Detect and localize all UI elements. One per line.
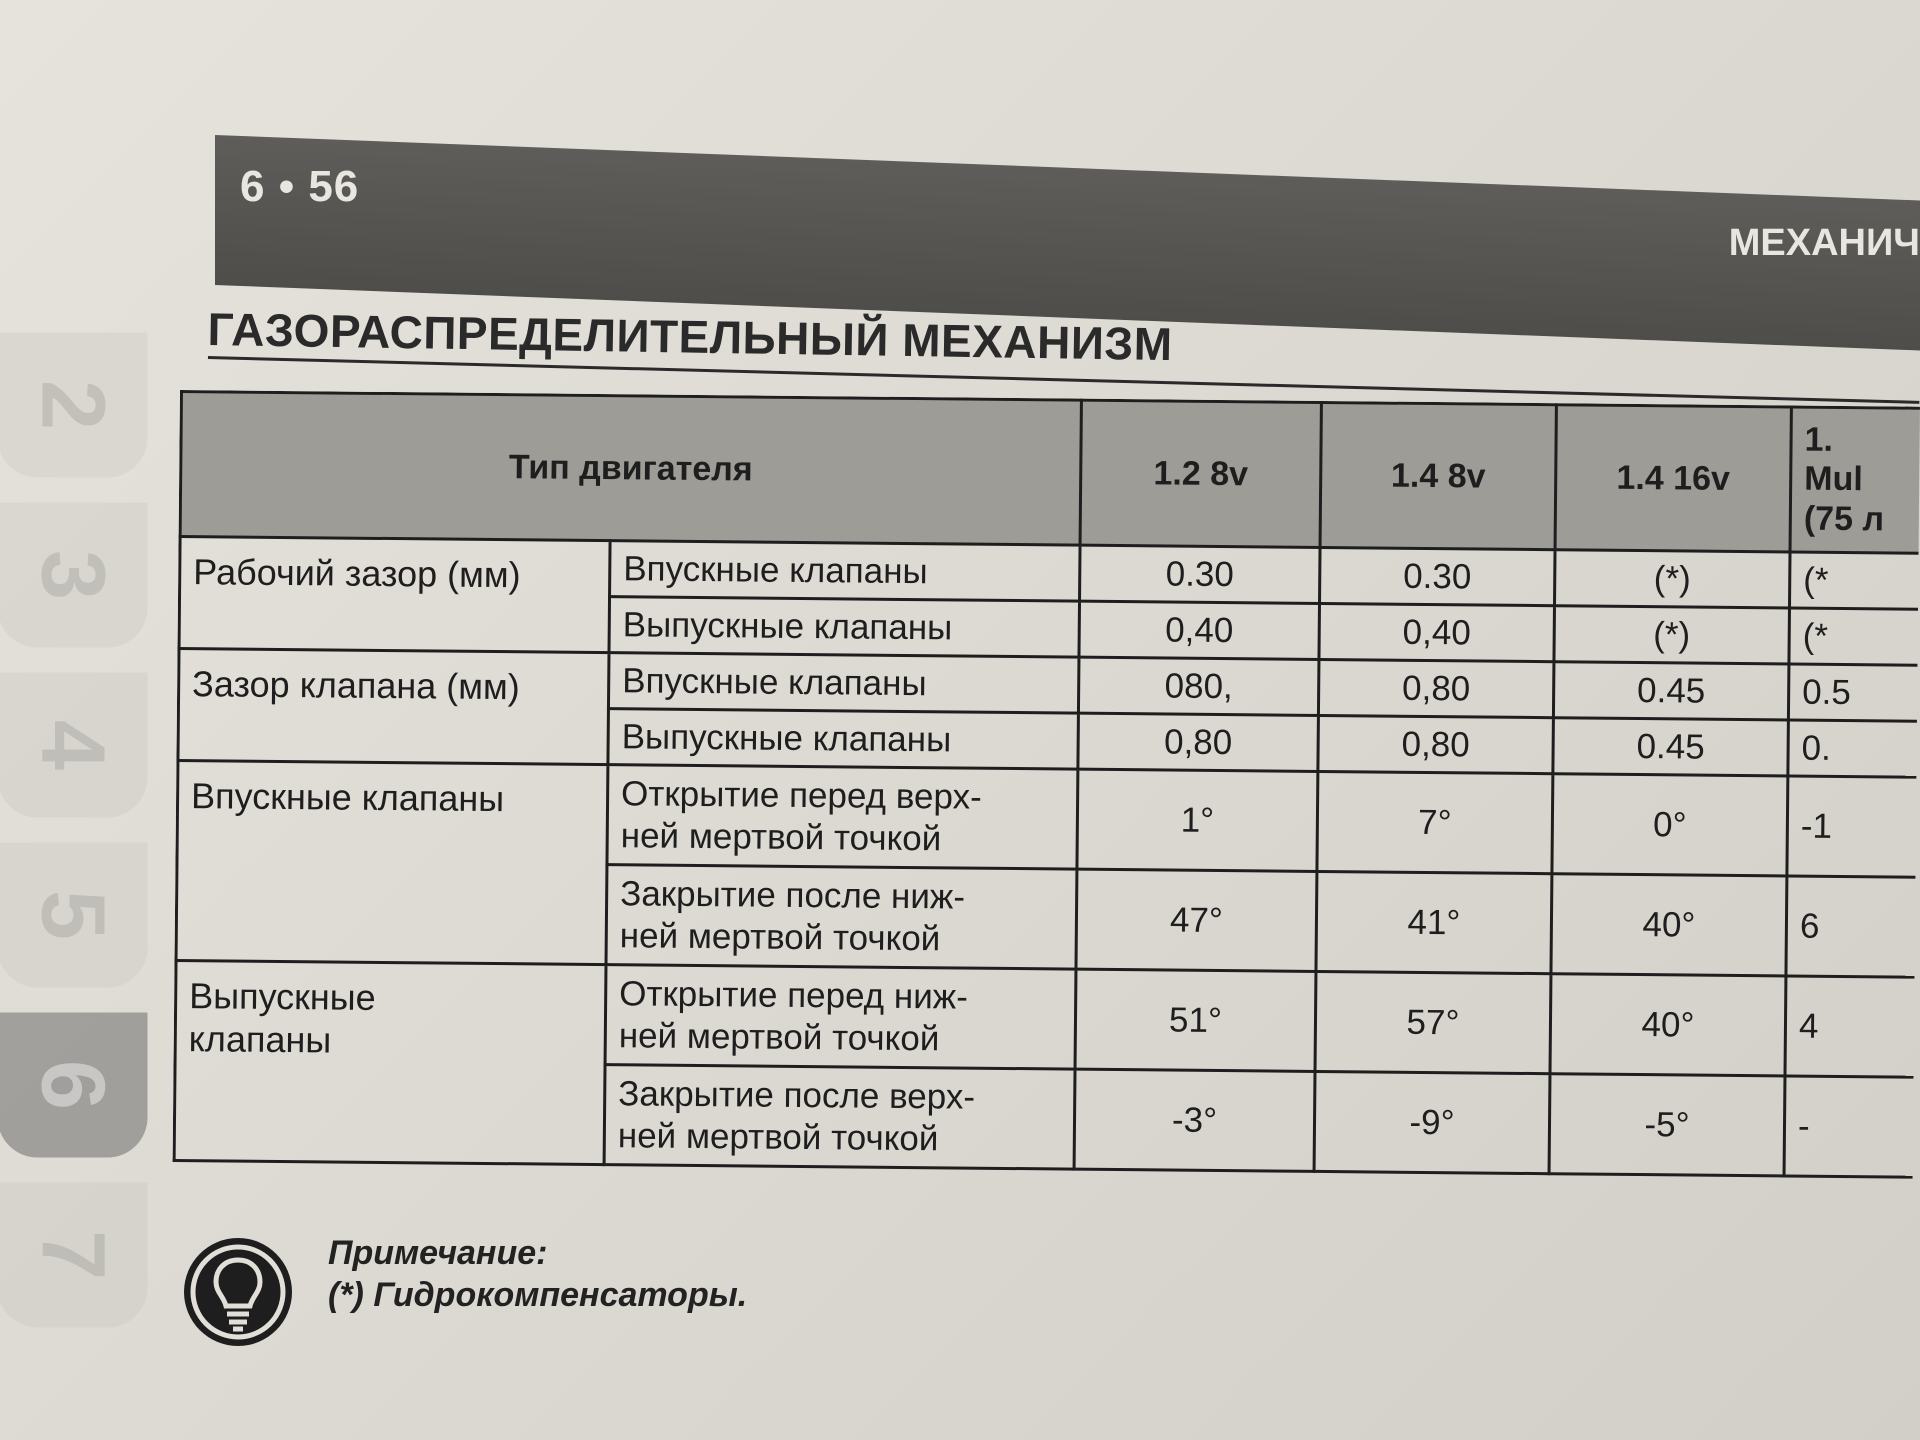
value-cell: 41° [1316, 871, 1552, 973]
category-cell: Рабочий зазор (мм) [179, 537, 610, 653]
value-cell: (*) [1554, 550, 1790, 608]
row-label: Впускные клапаны [610, 541, 1081, 602]
spec-table-wrapper [172, 390, 1920, 1217]
value-cell: 47° [1076, 869, 1317, 971]
valve-timing-table [173, 390, 1920, 1181]
value-cell: 0,80 [1318, 659, 1554, 717]
value-cell: -5° [1549, 1074, 1785, 1176]
category-cell: Выпускные клапаны [174, 960, 606, 1164]
row-label: Закрытие после ниж- ней мертвой точкой [606, 865, 1077, 970]
column-header: 1. Mul (75 л [1790, 407, 1920, 555]
value-cell: -1 [1787, 776, 1920, 879]
page-number: 6 • 56 [240, 162, 360, 211]
value-cell: 0,40 [1079, 601, 1320, 659]
side-tabs [0, 330, 150, 1330]
value-cell: 1° [1077, 769, 1318, 871]
value-cell: 0,40 [1319, 603, 1555, 661]
side-tab-2: 2 [0, 333, 148, 478]
note-text: (*) Гидрокомпенсаторы. [328, 1276, 748, 1314]
column-header: 1.2 8v [1080, 400, 1321, 547]
value-cell: 40° [1550, 974, 1786, 1076]
value-cell: -9° [1314, 1071, 1550, 1173]
value-cell: 0,80 [1078, 713, 1319, 771]
note-title: Примечание: [328, 1234, 548, 1272]
row-label: Выпускные клапаны [609, 597, 1080, 658]
value-cell: 6 [1786, 876, 1920, 979]
page-title: ГАЗОРАСПРЕДЕЛИТЕЛЬНЫЙ МЕХАНИЗМ [207, 302, 1173, 371]
value-cell: 0.5 [1788, 664, 1920, 723]
value-cell: (*) [1554, 606, 1790, 664]
side-tab-7: 7 [0, 1183, 148, 1328]
category-cell: Зазор клапана (мм) [178, 649, 609, 765]
value-cell: 0° [1552, 774, 1788, 876]
value-cell: 0.45 [1553, 662, 1789, 720]
table-row [175, 960, 1920, 1079]
value-cell: - [1784, 1076, 1920, 1179]
column-header: 1.4 8v [1320, 402, 1556, 549]
value-cell: 51° [1075, 969, 1316, 1071]
value-cell: 4 [1785, 976, 1920, 1079]
row-label: Впускные клапаны [608, 653, 1079, 714]
value-cell: 0,80 [1318, 715, 1554, 773]
table-row [177, 760, 1920, 879]
side-tab-6: 6 [0, 1013, 148, 1158]
section-label: МЕХАНИЧ [1728, 222, 1920, 264]
lightbulb-icon [178, 1232, 298, 1352]
row-label: Закрытие после верх- ней мертвой точкой [604, 1065, 1075, 1170]
column-header: 1.4 16v [1555, 405, 1791, 552]
category-cell: Впускные клапаны [176, 760, 608, 964]
value-cell: 0.30 [1080, 545, 1321, 603]
engine-type-header: Тип двигателя [180, 392, 1081, 546]
value-cell: (* [1789, 608, 1920, 667]
value-cell: 0.45 [1553, 718, 1789, 776]
value-cell: (* [1789, 552, 1919, 611]
value-cell: 7° [1317, 771, 1553, 873]
value-cell: 0. [1788, 720, 1920, 779]
row-label: Выпускные клапаны [608, 709, 1079, 770]
value-cell: 40° [1551, 874, 1787, 976]
value-cell: 080, [1078, 657, 1319, 715]
row-label: Открытие перед верх- ней мертвой точкой [607, 765, 1078, 870]
value-cell: 57° [1315, 971, 1551, 1073]
side-tab-5: 5 [0, 843, 148, 988]
note-block [178, 1232, 1378, 1362]
side-tab-3: 3 [0, 503, 148, 648]
value-cell: 0.30 [1320, 547, 1556, 605]
value-cell: -3° [1074, 1069, 1315, 1171]
side-tab-4: 4 [0, 673, 148, 818]
row-label: Открытие перед ниж- ней мертвой точкой [605, 965, 1076, 1070]
